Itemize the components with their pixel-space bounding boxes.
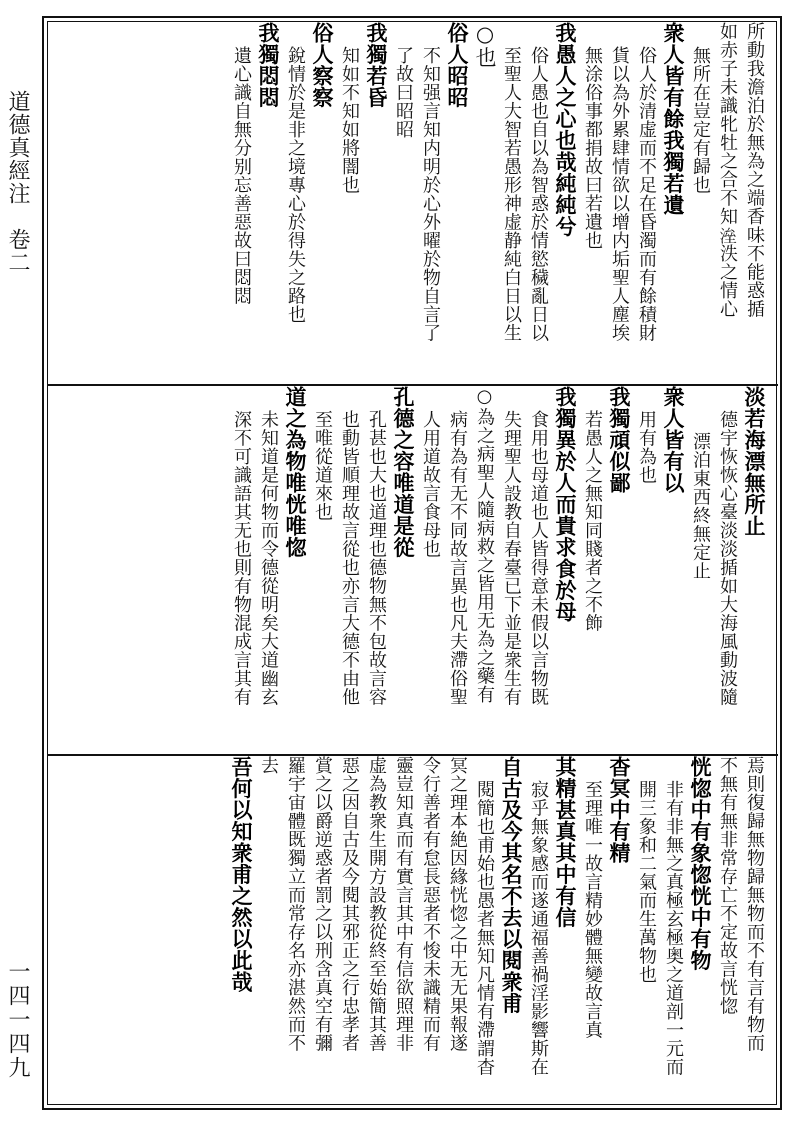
text-column: 焉則復歸無物歸無物而不有言有物而: [744, 756, 765, 1052]
text-column: 衆人皆有以: [661, 386, 686, 494]
page-frame: [42, 16, 782, 1110]
margin-page-number: 一四一四九: [5, 960, 30, 1080]
text-column: 俗人察察: [310, 22, 335, 108]
text-column: 至理唯一故言精妙體無變故言真: [582, 780, 603, 1039]
text-column: 虚為教衆生開方設教從終至始簡其善: [366, 756, 387, 1052]
text-column: 其精甚真其中有信: [553, 756, 578, 928]
text-column: 失理聖人設教自春臺已下並是衆生有: [501, 410, 522, 706]
text-column: 不無有無非常存亡不定故言恍惚: [717, 756, 738, 1015]
text-column: 俗人昭昭: [445, 22, 470, 108]
text-column: 深不可識語其无也則有物混成言其有: [231, 410, 252, 706]
text-column: 也動皆順理故言從也亦言大德不由他: [339, 410, 360, 706]
text-panel-middle: [48, 384, 778, 752]
text-column: 孔德之容唯道是從: [391, 386, 416, 558]
text-column: 如赤子未識牝牡之合不知𣸫泆之情心: [717, 22, 738, 318]
text-column: 我獨異於人而貴求食於母: [553, 386, 578, 623]
text-column: 我獨若昏: [364, 22, 389, 108]
text-column: 若愚人之無知同賤者之不飾: [582, 410, 603, 632]
text-column: 令行善者有怠長惡者不悛未識精而有: [420, 756, 441, 1052]
text-column: ○為之病聖人隨病救之皆用无為之藥有: [474, 386, 495, 704]
text-column: 孔甚也大也道理也德物無不包故言容: [366, 410, 387, 706]
text-column: 冥之理本絶因緣恍惚之中无无果報遂: [447, 756, 468, 1052]
text-column: 無涂俗事都捐故曰若遺也: [582, 46, 603, 250]
text-column: 未知道是何物而令德從明矣大道幽玄: [258, 410, 279, 706]
text-panel-bottom: [48, 754, 778, 1106]
text-column: 了故曰昭昭: [393, 46, 414, 139]
text-column: 貨以為外累肆情欲以增内垢聖人塵埃: [609, 46, 630, 342]
text-column: 淡若海漂無所止: [742, 386, 767, 537]
text-column: 賞之以爵逆惑者罰之以刑含真空有彌: [312, 756, 333, 1052]
text-column: 寂乎無象感而遂通福善禍淫影響斯在: [528, 780, 549, 1076]
text-column: 所動我澹泊於無為之端香味不能惑揗: [744, 22, 765, 318]
text-column: ○也: [473, 22, 497, 68]
text-column: 吾何以知衆甫之然以此哉: [229, 756, 254, 993]
text-column: 用有為也: [636, 410, 657, 484]
text-column: 我愚人之心也哉純純兮: [553, 22, 578, 237]
text-panel-top: [48, 22, 778, 382]
text-column: 我獨頑似鄙: [607, 386, 632, 494]
text-column: 無所在豈定有歸也: [690, 46, 711, 194]
text-column: 遺心識自無分别忘善惡故曰悶悶: [231, 46, 252, 305]
text-column: 俗人於清虚而不足在昏濁而有餘積財: [636, 46, 657, 342]
text-column: 恍惚中有象惚恍中有物: [688, 756, 713, 971]
text-column: 去: [258, 756, 279, 775]
text-column: 人用道故言食母也: [420, 410, 441, 558]
text-column: 惡之因自古及今閱其邪正之行忠孝者: [339, 756, 360, 1052]
text-column: 我獨悶悶: [256, 22, 281, 108]
text-column: 至聖人大智若愚形神虚静純白日以生: [501, 46, 522, 342]
text-column: 漂泊東西終無定止: [690, 432, 711, 580]
text-column: 道之為物唯恍唯惚: [283, 386, 308, 558]
text-column: 杳冥中有精: [607, 756, 632, 864]
text-column: 病有為有无不同故言異也凡夫滯俗聖: [447, 410, 468, 706]
text-column: 閱簡也甫始也愚者無知凡情有滯謂杳: [474, 780, 495, 1076]
text-column: 食用也母道也人皆得意未假以言物既: [528, 410, 549, 706]
text-column: 俗人愚也自以為智惑於情慾穢亂日以: [528, 46, 549, 342]
text-column: 靈豈知真而有實言其中有信欲照理非: [393, 756, 414, 1052]
text-column: 德宇恢恢心臺淡淡揗如大海風動波隨: [717, 410, 738, 706]
text-column: 不知强言知内明於心外曜於物自言了: [420, 46, 441, 342]
text-column: 自古及今其名不去以閱衆甫: [499, 756, 524, 1014]
text-column: 非有非無之真極玄極奥之道剖一元而: [663, 780, 684, 1076]
text-column: 至唯從道來也: [312, 410, 333, 521]
text-column: 羅宇宙體既獨立而常存名亦湛然而不: [285, 756, 306, 1052]
text-column: 衆人皆有餘我獨若遺: [661, 22, 686, 216]
text-column: 開三象和二氣而生萬物也: [636, 780, 657, 984]
text-column: 銳情於是非之境專心於得失之路也: [285, 46, 306, 324]
margin-book-title: 道德真經注 卷二: [5, 90, 30, 274]
text-column: 知如不知如將闇也: [339, 46, 360, 194]
